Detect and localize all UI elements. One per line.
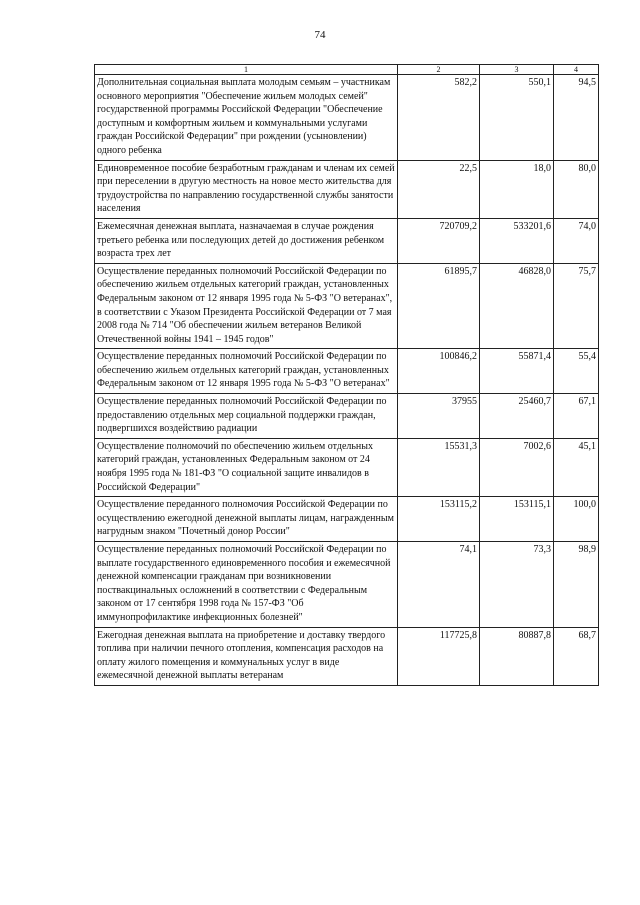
row-value-col3: 55871,4 bbox=[480, 349, 554, 394]
column-header-4: 4 bbox=[554, 65, 599, 75]
row-value-col2: 74,1 bbox=[398, 542, 480, 628]
table-row bbox=[95, 394, 599, 439]
row-value-col4: 67,1 bbox=[554, 394, 599, 439]
row-value-col2: 61895,7 bbox=[398, 263, 480, 349]
row-name: Осуществление переданных полномочий Российской Федерации по предоставлению отдельных мер социальной поддержки граждан, подвергшихся воздействию радиации bbox=[95, 394, 398, 439]
row-value-col3: 25460,7 bbox=[480, 394, 554, 439]
table-row bbox=[95, 160, 599, 218]
row-value-col2: 15531,3 bbox=[398, 438, 480, 496]
table-row bbox=[95, 349, 599, 394]
row-value-col2: 153115,2 bbox=[398, 497, 480, 542]
table-row bbox=[95, 627, 599, 685]
column-header-1: 1 bbox=[95, 65, 398, 75]
row-value-col3: 18,0 bbox=[480, 160, 554, 218]
row-value-col4: 45,1 bbox=[554, 438, 599, 496]
row-value-col4: 80,0 bbox=[554, 160, 599, 218]
table-header-row bbox=[95, 65, 599, 75]
row-value-col3: 7002,6 bbox=[480, 438, 554, 496]
row-value-col4: 74,0 bbox=[554, 218, 599, 263]
row-value-col2: 720709,2 bbox=[398, 218, 480, 263]
row-value-col3: 533201,6 bbox=[480, 218, 554, 263]
row-name: Осуществление переданного полномочия Российской Федерации по осуществлению ежегодной денежной выплаты лицам, награжденным нагрудным знаком "Почетный донор России" bbox=[95, 497, 398, 542]
page-number: 74 bbox=[314, 29, 326, 41]
table-row bbox=[95, 75, 599, 161]
row-value-col2: 22,5 bbox=[398, 160, 480, 218]
row-name: Осуществление переданных полномочий Российской Федерации по обеспечению жильем отдельных категорий граждан, установленных Федеральным законом от 12 января 1995 года № 5-ФЗ "О ветеранах", в соответствии с Указом Президента Российской Федерации от 7 мая 2008 года № 714 "Об обеспечении жильем ветеранов Великой Отечественной войны 1941 – 1945 годов" bbox=[95, 263, 398, 349]
row-name: Дополнительная социальная выплата молодым семьям – участникам основного мероприятия "Обеспечение жильем молодых семей" государственной программы Российской Федерации "Обеспечение доступным и комфортным жильем и коммунальными услугами граждан Российской Федерации" при рождении (усыновлении) одного ребенка bbox=[95, 75, 398, 161]
row-value-col4: 68,7 bbox=[554, 627, 599, 685]
row-value-col3: 46828,0 bbox=[480, 263, 554, 349]
table-row bbox=[95, 438, 599, 496]
column-header-3: 3 bbox=[480, 65, 554, 75]
row-value-col3: 80887,8 bbox=[480, 627, 554, 685]
budget-table bbox=[94, 64, 599, 686]
row-value-col4: 75,7 bbox=[554, 263, 599, 349]
row-name: Ежемесячная денежная выплата, назначаемая в случае рождения третьего ребенка или последующих детей до достижения ребенком возраста трех лет bbox=[95, 218, 398, 263]
row-value-col2: 37955 bbox=[398, 394, 480, 439]
row-value-col4: 55,4 bbox=[554, 349, 599, 394]
row-name: Осуществление переданных полномочий Российской Федерации по выплате государственного единовременного пособия и ежемесячной денежной компенсации гражданам при возникновении поствакцинальных осложнений в соответствии с Федеральным законом от 17 сентября 1998 года № 157-ФЗ "Об иммунопрофилактике инфекционных болезней" bbox=[95, 542, 398, 628]
column-header-2: 2 bbox=[398, 65, 480, 75]
row-value-col4: 100,0 bbox=[554, 497, 599, 542]
row-name: Осуществление переданных полномочий Российской Федерации по обеспечению жильем отдельных категорий граждан, установленных Федеральным законом от 12 января 1995 года № 5-ФЗ "О ветеранах" bbox=[95, 349, 398, 394]
row-value-col3: 550,1 bbox=[480, 75, 554, 161]
row-value-col2: 100846,2 bbox=[398, 349, 480, 394]
row-value-col2: 582,2 bbox=[398, 75, 480, 161]
row-name: Осуществление полномочий по обеспечению жильем отдельных категорий граждан, установленных Федеральным законом от 24 ноября 1995 года № 181-ФЗ "О социальной защите инвалидов в Российской Федерации" bbox=[95, 438, 398, 496]
row-name: Ежегодная денежная выплата на приобретение и доставку твердого топлива при наличии печного отопления, компенсация расходов на оплату жилого помещения и коммунальных услуг в виде ежемесячной денежной выплаты ветеранам bbox=[95, 627, 398, 685]
table-row bbox=[95, 263, 599, 349]
row-value-col3: 73,3 bbox=[480, 542, 554, 628]
row-value-col3: 153115,1 bbox=[480, 497, 554, 542]
row-name: Единовременное пособие безработным гражданам и членам их семей при переселении в другую местность на новое место жительства для трудоустройства по направлению государственной службы занятости населения bbox=[95, 160, 398, 218]
row-value-col4: 94,5 bbox=[554, 75, 599, 161]
row-value-col4: 98,9 bbox=[554, 542, 599, 628]
row-value-col2: 117725,8 bbox=[398, 627, 480, 685]
table-row bbox=[95, 497, 599, 542]
table-row bbox=[95, 218, 599, 263]
table-row bbox=[95, 542, 599, 628]
